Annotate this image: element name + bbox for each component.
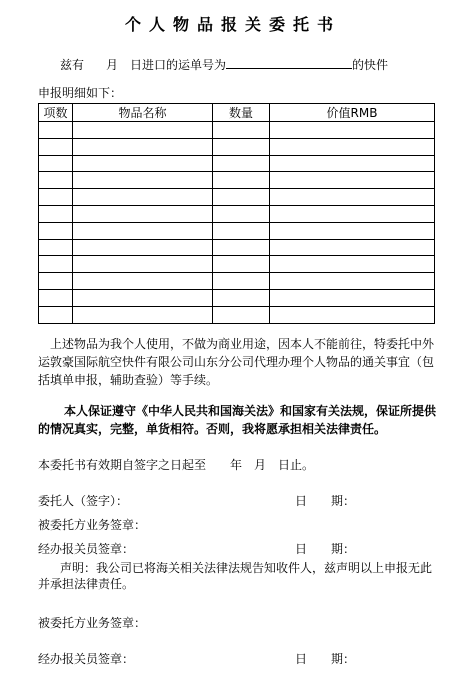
cell-index[interactable] <box>39 122 73 139</box>
cell-value[interactable] <box>270 205 435 222</box>
cell-value[interactable] <box>270 239 435 256</box>
cell-index[interactable] <box>39 239 73 256</box>
table-row <box>39 289 435 306</box>
cell-index[interactable] <box>39 172 73 189</box>
cell-value[interactable] <box>270 222 435 239</box>
cell-item-name[interactable] <box>73 256 213 273</box>
cell-quantity[interactable] <box>213 205 270 222</box>
table-row <box>39 256 435 273</box>
items-table <box>38 103 435 324</box>
waybill-line <box>60 56 388 73</box>
table-header-row <box>39 104 435 122</box>
table-row <box>39 138 435 155</box>
table-row <box>39 122 435 139</box>
cell-quantity[interactable] <box>213 289 270 306</box>
cell-value[interactable] <box>270 256 435 273</box>
cell-quantity[interactable] <box>213 222 270 239</box>
header-quantity: 数量 <box>213 104 270 122</box>
waybill-number-field[interactable] <box>226 56 352 69</box>
cell-index[interactable] <box>39 256 73 273</box>
cell-quantity[interactable] <box>213 189 270 206</box>
validity-prefix: 本委托书有效期自签字之日起至 <box>38 458 207 472</box>
validity-month: 月 <box>254 458 267 472</box>
cell-index[interactable] <box>39 138 73 155</box>
intro-suffix: 的快件 <box>352 58 389 72</box>
table-row <box>39 155 435 172</box>
agent-stamp-label: 被委托方业务签章： <box>38 518 147 532</box>
cell-item-name[interactable] <box>73 138 213 155</box>
table-row <box>39 205 435 222</box>
cell-index[interactable] <box>39 189 73 206</box>
cell-quantity[interactable] <box>213 306 270 323</box>
usage-paragraph: 上述物品为我个人使用，不做为商业用途，因本人不能前往，特委托中外运敦豪国际航空快件有限公司山东分公司代理办理个人物品的通关事宜（包括填单申报，辅助查验）等手续。 <box>38 337 435 387</box>
cell-value[interactable] <box>270 172 435 189</box>
validity-year: 年 <box>230 458 243 472</box>
cell-item-name[interactable] <box>73 222 213 239</box>
header-value: 价值RMB <box>270 104 435 122</box>
cell-quantity[interactable] <box>213 122 270 139</box>
agent-stamp-label-2: 被委托方业务签章： <box>38 616 147 630</box>
cell-quantity[interactable] <box>213 138 270 155</box>
document-title: 个人物品报关委托书 <box>124 15 341 34</box>
cell-index[interactable] <box>39 273 73 290</box>
table-row <box>39 273 435 290</box>
cell-item-name[interactable] <box>73 189 213 206</box>
cell-quantity[interactable] <box>213 172 270 189</box>
principal-signature-label: 委托人（签字）： <box>38 494 129 508</box>
cell-item-name[interactable] <box>73 239 213 256</box>
validity-day: 日止。 <box>278 458 315 472</box>
cell-quantity[interactable] <box>213 256 270 273</box>
validity-line <box>38 456 314 473</box>
broker-stamp-label-2: 经办报关员签章： <box>38 652 135 666</box>
cell-index[interactable] <box>39 222 73 239</box>
cell-item-name[interactable] <box>73 289 213 306</box>
cell-item-name[interactable] <box>73 122 213 139</box>
header-item-name: 物品名称 <box>73 104 213 122</box>
detail-label: 申报明细如下： <box>38 86 123 100</box>
cell-index[interactable] <box>39 289 73 306</box>
cell-value[interactable] <box>270 289 435 306</box>
cell-value[interactable] <box>270 138 435 155</box>
statement-paragraph: 声明：我公司已将海关相关法律法规告知收件人，兹声明以上申报无此并承担法律责任。 <box>38 561 433 591</box>
principal-date-label: 日 期： <box>295 494 356 508</box>
table-row <box>39 172 435 189</box>
table-row <box>39 239 435 256</box>
guarantee-paragraph: 本人保证遵守《中华人民共和国海关法》和国家有关法规，保证所提供的情况真实，完整，单货相符。否则，我将愿承担相关法律责任。 <box>38 404 437 436</box>
cell-value[interactable] <box>270 306 435 323</box>
table-row <box>39 222 435 239</box>
table-row <box>39 306 435 323</box>
cell-item-name[interactable] <box>73 155 213 172</box>
cell-quantity[interactable] <box>213 273 270 290</box>
broker-stamp-label: 经办报关员签章： <box>38 542 135 556</box>
cell-value[interactable] <box>270 155 435 172</box>
cell-value[interactable] <box>270 122 435 139</box>
broker-date-label: 日 期： <box>295 542 356 556</box>
cell-quantity[interactable] <box>213 239 270 256</box>
broker-date-label-2: 日 期： <box>295 652 356 666</box>
cell-item-name[interactable] <box>73 306 213 323</box>
cell-index[interactable] <box>39 155 73 172</box>
cell-item-name[interactable] <box>73 205 213 222</box>
cell-item-name[interactable] <box>73 273 213 290</box>
table-row <box>39 189 435 206</box>
header-index: 项数 <box>39 104 73 122</box>
cell-quantity[interactable] <box>213 155 270 172</box>
cell-value[interactable] <box>270 189 435 206</box>
intro-month-unit: 月 <box>106 58 119 72</box>
cell-value[interactable] <box>270 273 435 290</box>
intro-prefix: 兹有 <box>60 58 85 72</box>
cell-item-name[interactable] <box>73 172 213 189</box>
intro-day-unit: 日进口的运单号为 <box>130 58 227 72</box>
cell-index[interactable] <box>39 205 73 222</box>
cell-index[interactable] <box>39 306 73 323</box>
